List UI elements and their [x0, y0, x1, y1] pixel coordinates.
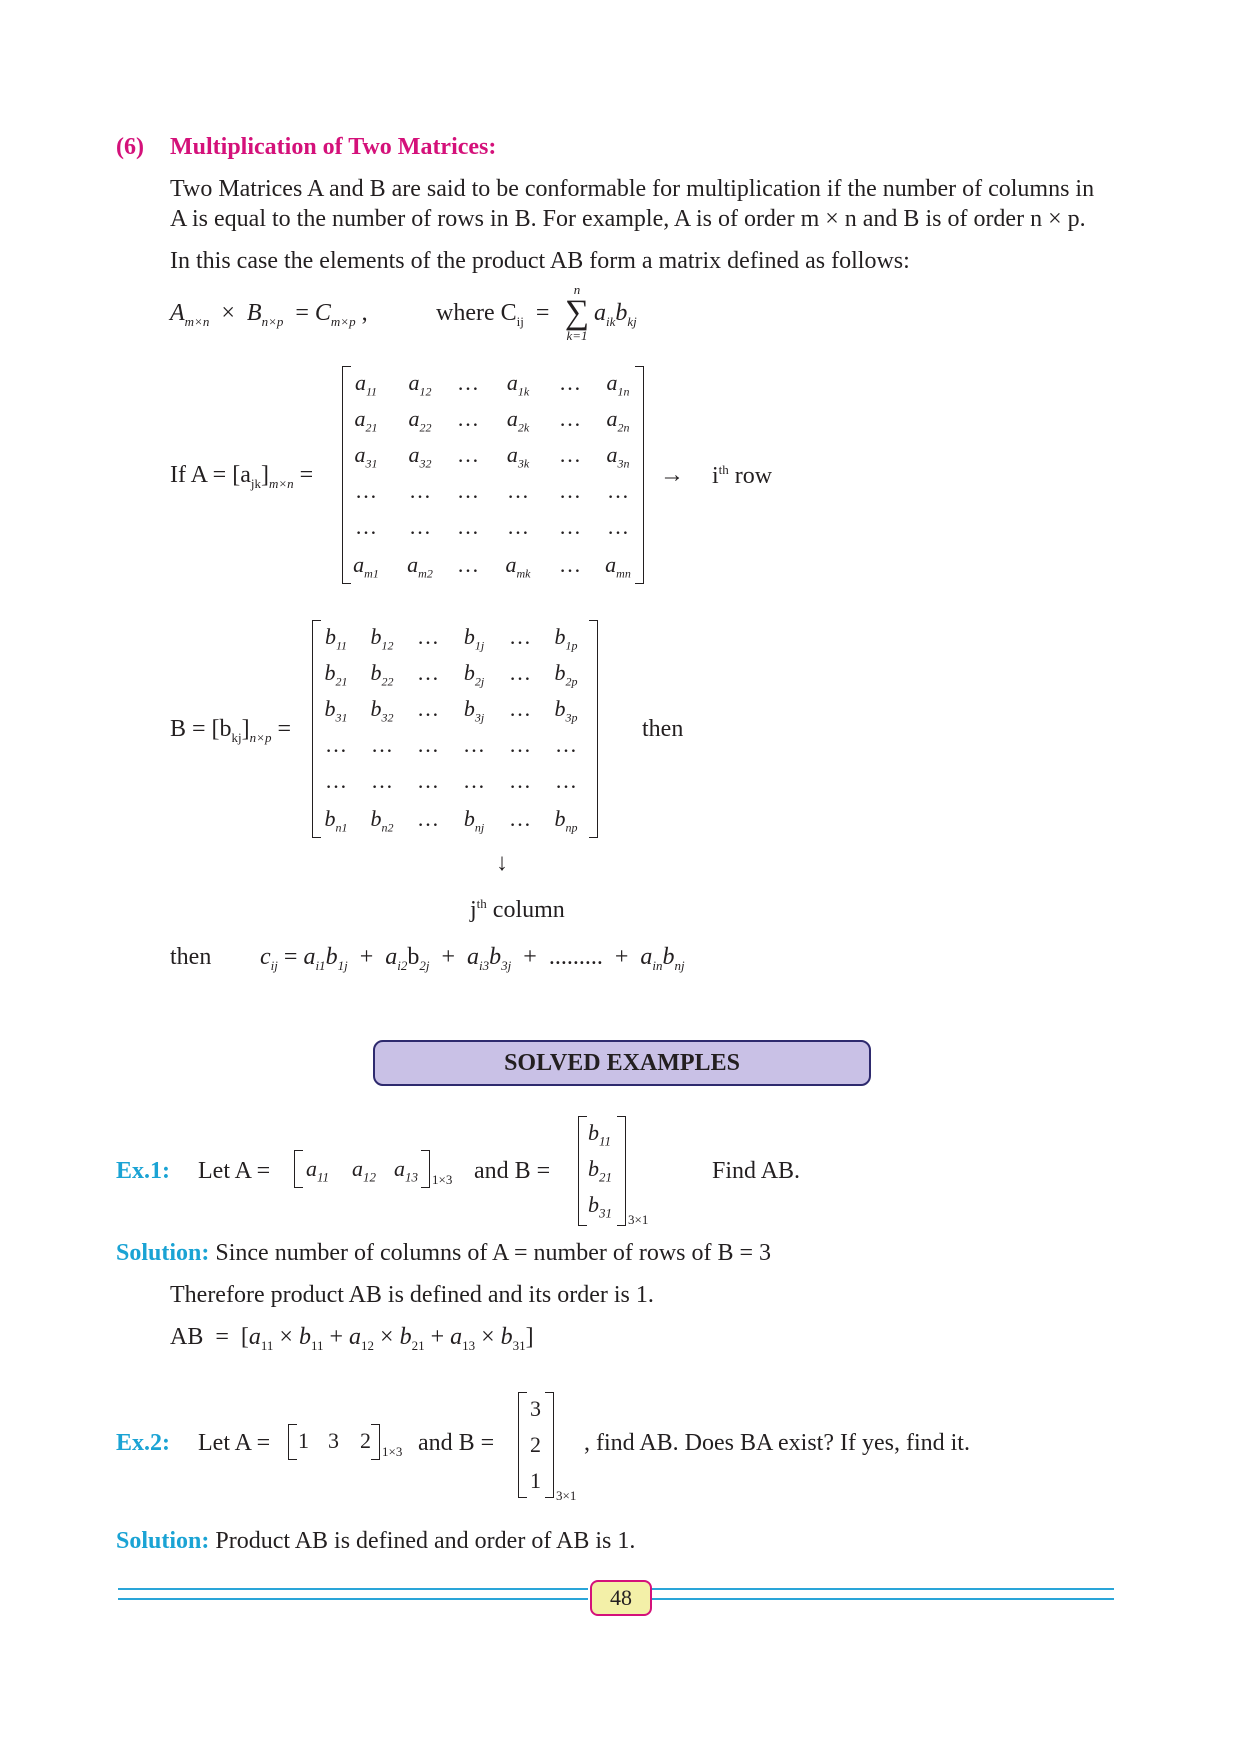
footer-rule-right-top — [652, 1588, 1114, 1590]
matrix-cell: … — [559, 478, 581, 503]
matrix-cell: $b_{12}$ — [370, 624, 394, 653]
matrix-cell: $b_{3p}$ — [554, 696, 578, 725]
matrix-cell: $b_{nj}$ — [463, 806, 485, 835]
matrix-cell: $a_{32}$ — [408, 442, 432, 471]
matrix-b-label: $B = [b_{kj}]_{n\times p}$ = — [170, 716, 291, 745]
matrix-cell: $b_{1p}$ — [554, 624, 578, 653]
ex2-and-b: and B = — [418, 1430, 495, 1456]
ex2-find: , find AB. Does BA exist? If yes, find it. — [584, 1430, 970, 1456]
ex1-matrix-a: $a_{11}$ $a_{12}$ $a_{13}$ — [294, 1150, 430, 1188]
ex1-order-a: 1×3 — [432, 1172, 453, 1187]
matrix-cell: $b_{31}$ — [324, 696, 348, 725]
matrix-cell: … — [559, 442, 581, 467]
matrix-cell: $b_{np}$ — [554, 806, 578, 835]
solution1-line2: Therefore product AB is defined and its order is 1. — [170, 1282, 654, 1308]
matrix-cell: … — [463, 768, 485, 793]
matrix-cell: … — [509, 768, 531, 793]
matrix-cell: $a_{2n}$ — [606, 406, 630, 435]
summand: $a_{ik}b_{kj}$ — [594, 300, 637, 329]
solved-examples-banner: SOLVED EXAMPLES — [373, 1040, 871, 1086]
ex1-matrix-b: $b_{11}$ $b_{21}$ $b_{31}$ — [578, 1116, 626, 1226]
matrix-cell: … — [457, 552, 479, 577]
matrix-cell: … — [509, 660, 531, 685]
matrix-cell: … — [507, 514, 529, 539]
matrix-cell: $a_{1n}$ — [606, 370, 630, 399]
matrix-cell: $a_{21}$ — [354, 406, 378, 435]
matrix-cell: … — [559, 552, 581, 577]
matrix-cell: $a_{3n}$ — [606, 442, 630, 471]
footer-rule-left-top — [118, 1588, 588, 1590]
matrix-cell: … — [417, 624, 439, 649]
matrix-cell: … — [371, 732, 393, 757]
matrix-cell: $a_{12}$ — [408, 370, 432, 399]
matrix-cell: … — [371, 768, 393, 793]
matrix-cell: … — [417, 768, 439, 793]
matrix-cell: … — [409, 514, 431, 539]
solution1: Solution: Since number of columns of A = number of rows of B = 3 — [116, 1240, 772, 1266]
matrix-cell: $b_{1j}$ — [463, 624, 485, 653]
ex2-matrix-a: 1 3 2 — [288, 1424, 380, 1460]
matrix-cell: $b_{2j}$ — [463, 660, 485, 689]
matrix-b — [312, 620, 598, 838]
section-title: Multiplication of Two Matrices: — [170, 134, 497, 160]
matrix-cell: … — [457, 370, 479, 395]
summation-symbol: n ∑ k=1 — [564, 282, 590, 343]
matrix-a-label: If $A = [a_{jk}]_{m\times n}$ = — [170, 462, 314, 491]
matrix-cell: $a_{22}$ — [408, 406, 432, 435]
matrix-cell: … — [509, 806, 531, 831]
matrix-cell: $a_{1k}$ — [506, 370, 530, 399]
matrix-cell: $a_{31}$ — [354, 442, 378, 471]
matrix-cell: $b_{22}$ — [370, 660, 394, 689]
matrix-cell: … — [417, 660, 439, 685]
matrix-cell: … — [409, 478, 431, 503]
ex2-order-a: 1×3 — [382, 1444, 403, 1459]
paragraph-line-2: A is equal to the number of rows in B. For example, A is of order m × n and B is of order n × p. — [170, 206, 1086, 232]
ex2-order-b: 3×1 — [556, 1488, 577, 1503]
matrix-cell: … — [457, 478, 479, 503]
where-cij: where $C_{ij}$ = — [436, 300, 550, 329]
product-formula: $A_{m\times n} \times B_{n\times p} = C_{m\times p}$ , — [170, 300, 368, 329]
ex1-and-b: and B = — [474, 1158, 551, 1184]
ex1-find: Find AB. — [712, 1158, 801, 1184]
matrix-cell: … — [325, 768, 347, 793]
ex2-label: Ex.2: — [116, 1430, 170, 1456]
matrix-cell: … — [417, 732, 439, 757]
paragraph-2: In this case the elements of the product AB form a matrix defined as follows: — [170, 248, 910, 274]
matrix-cell: $a_{2k}$ — [506, 406, 530, 435]
matrix-cell: … — [457, 514, 479, 539]
cij-then: then — [170, 944, 212, 970]
ex1-label: Ex.1: — [116, 1158, 170, 1184]
matrix-cell: $b_{11}$ — [324, 624, 348, 653]
matrix-cell: … — [355, 478, 377, 503]
matrix-cell: $b_{21}$ — [324, 660, 348, 689]
matrix-cell: $b_{n2}$ — [370, 806, 394, 835]
footer-rule-right-bottom — [652, 1598, 1114, 1600]
matrix-cell: $b_{32}$ — [370, 696, 394, 725]
matrix-cell: $a_{mk}$ — [505, 552, 531, 581]
cij-expansion: $c_{ij} = a_{i1}b_{1j} + a_{i2}b_{2j} + a_{i3}b_{3j}$ + ......... + $a_{in}b_{nj}$ — [260, 944, 685, 973]
ex1-let-a: Let A = — [198, 1158, 271, 1184]
paragraph-line-1: Two Matrices A and B are said to be conformable for multiplication if the number of columns in — [170, 176, 1095, 202]
matrix-cell: … — [355, 514, 377, 539]
matrix-cell: $b_{n1}$ — [324, 806, 348, 835]
jth-column-label: $j^{th}$ column — [470, 896, 565, 923]
matrix-cell: $a_{3k}$ — [506, 442, 530, 471]
matrix-cell: … — [325, 732, 347, 757]
matrix-cell: … — [555, 732, 577, 757]
solution2: Solution: Product AB is defined and order of AB is 1. — [116, 1528, 636, 1554]
matrix-cell: $a_{m2}$ — [407, 552, 433, 581]
row-arrow: → — [660, 462, 684, 488]
section-number: (6) — [116, 134, 144, 160]
ab-result: AB = $[a_{11} \times b_{11} + a_{12} \times b_{21} + a_{13} \times b_{31}]$ — [170, 1324, 534, 1353]
ex2-matrix-b: 3 2 1 — [518, 1392, 554, 1498]
matrix-cell: $a_{m1}$ — [353, 552, 379, 581]
matrix-cell: … — [607, 478, 629, 503]
matrix-cell: … — [559, 514, 581, 539]
matrix-cell: … — [417, 696, 439, 721]
ex2-let-a: Let A = — [198, 1430, 271, 1456]
matrix-cell: … — [559, 370, 581, 395]
matrix-cell: … — [555, 768, 577, 793]
matrix-cell: $a_{mn}$ — [605, 552, 631, 581]
matrix-cell: … — [559, 406, 581, 431]
footer-rule-left-bottom — [118, 1598, 588, 1600]
matrix-cell: … — [509, 732, 531, 757]
matrix-cell: … — [417, 806, 439, 831]
then-label: then — [642, 716, 684, 742]
matrix-cell: … — [463, 732, 485, 757]
matrix-cell: $b_{2p}$ — [554, 660, 578, 689]
column-arrow: ↓ — [496, 850, 508, 876]
matrix-cell: … — [607, 514, 629, 539]
matrix-cell: … — [457, 406, 479, 431]
matrix-cell: … — [509, 696, 531, 721]
matrix-cell: $a_{11}$ — [354, 370, 378, 399]
matrix-cell: … — [509, 624, 531, 649]
matrix-a — [342, 366, 644, 584]
matrix-cell: … — [507, 478, 529, 503]
ex1-order-b: 3×1 — [628, 1212, 649, 1227]
matrix-cell: … — [457, 442, 479, 467]
ith-row-label: $i^{th}$ row — [712, 462, 773, 489]
page-number: 48 — [590, 1580, 652, 1616]
matrix-cell: $b_{3j}$ — [463, 696, 485, 725]
